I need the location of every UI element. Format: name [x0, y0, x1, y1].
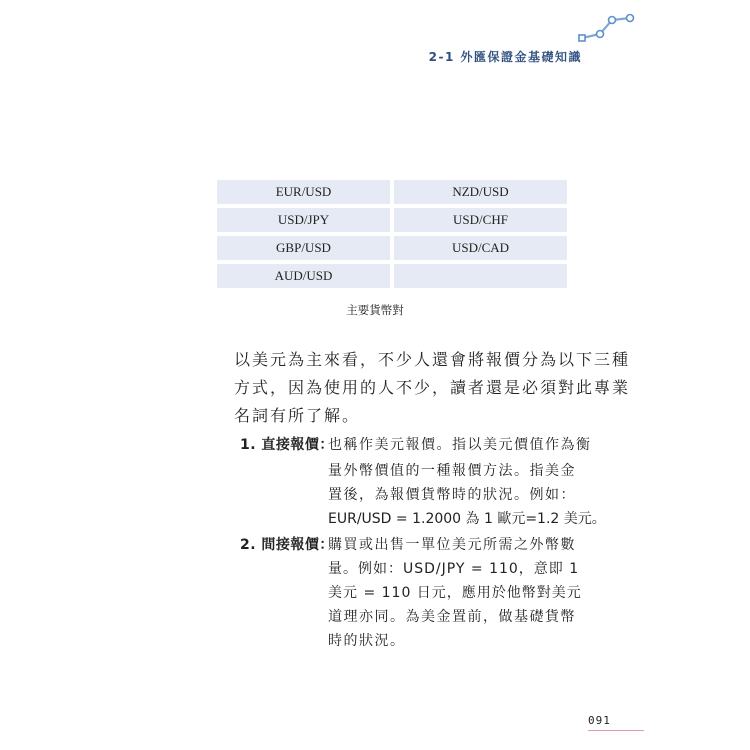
item-line: 量。例如：USD/JPY = 110，意即 1: [328, 561, 580, 577]
table-cell: AUD/USD: [217, 264, 390, 288]
item-line: 量外幣價值的一種報價方法。指美金: [328, 463, 576, 479]
item-line: 購買或出售一單位美元所需之外幣數: [328, 537, 576, 553]
table-caption: 主要貨幣對: [346, 303, 404, 317]
paragraph-line: 名詞有所了解。: [234, 406, 361, 425]
paragraph-line: 以美元為主來看，不少人還會將報價分為以下三種: [234, 350, 631, 369]
item-line: 也稱作美元報價。指以美元價值作為衡: [328, 437, 592, 453]
item-line: 置後，為報價貨幣時的狀況。例如：: [328, 487, 576, 503]
item-line: 道理亦同。為美金置前，做基礎貨幣: [328, 609, 576, 625]
table-cell: USD/CHF: [394, 208, 567, 232]
paragraph-line: 方式，因為使用的人不少，讀者還是必須對此專業: [234, 378, 631, 397]
item-line: 時的狀況。: [328, 633, 406, 649]
chapter-title: 2-1 外匯保證金基礎知識: [428, 50, 582, 64]
table-cell: USD/JPY: [217, 208, 390, 232]
table-cell: GBP/USD: [217, 236, 390, 260]
chart-line-icon: [578, 12, 638, 44]
page-number: 091: [588, 714, 611, 727]
table-cell: [394, 264, 567, 288]
currency-pair-table: [217, 180, 567, 288]
intro-paragraph: [234, 346, 631, 430]
table-cell: USD/CAD: [394, 236, 567, 260]
item-label: 2. 間接報價：: [240, 537, 334, 553]
item-label: 1. 直接報價：: [240, 437, 334, 453]
table-cell: NZD/USD: [394, 180, 567, 204]
item-line: 美元 = 110 日元，應用於他幣對美元: [328, 585, 582, 601]
table-cell: EUR/USD: [217, 180, 390, 204]
page-number-rule: [588, 730, 644, 731]
item-line: EUR/USD = 1.2000 為 1 歐元=1.2 美元。: [328, 511, 606, 527]
